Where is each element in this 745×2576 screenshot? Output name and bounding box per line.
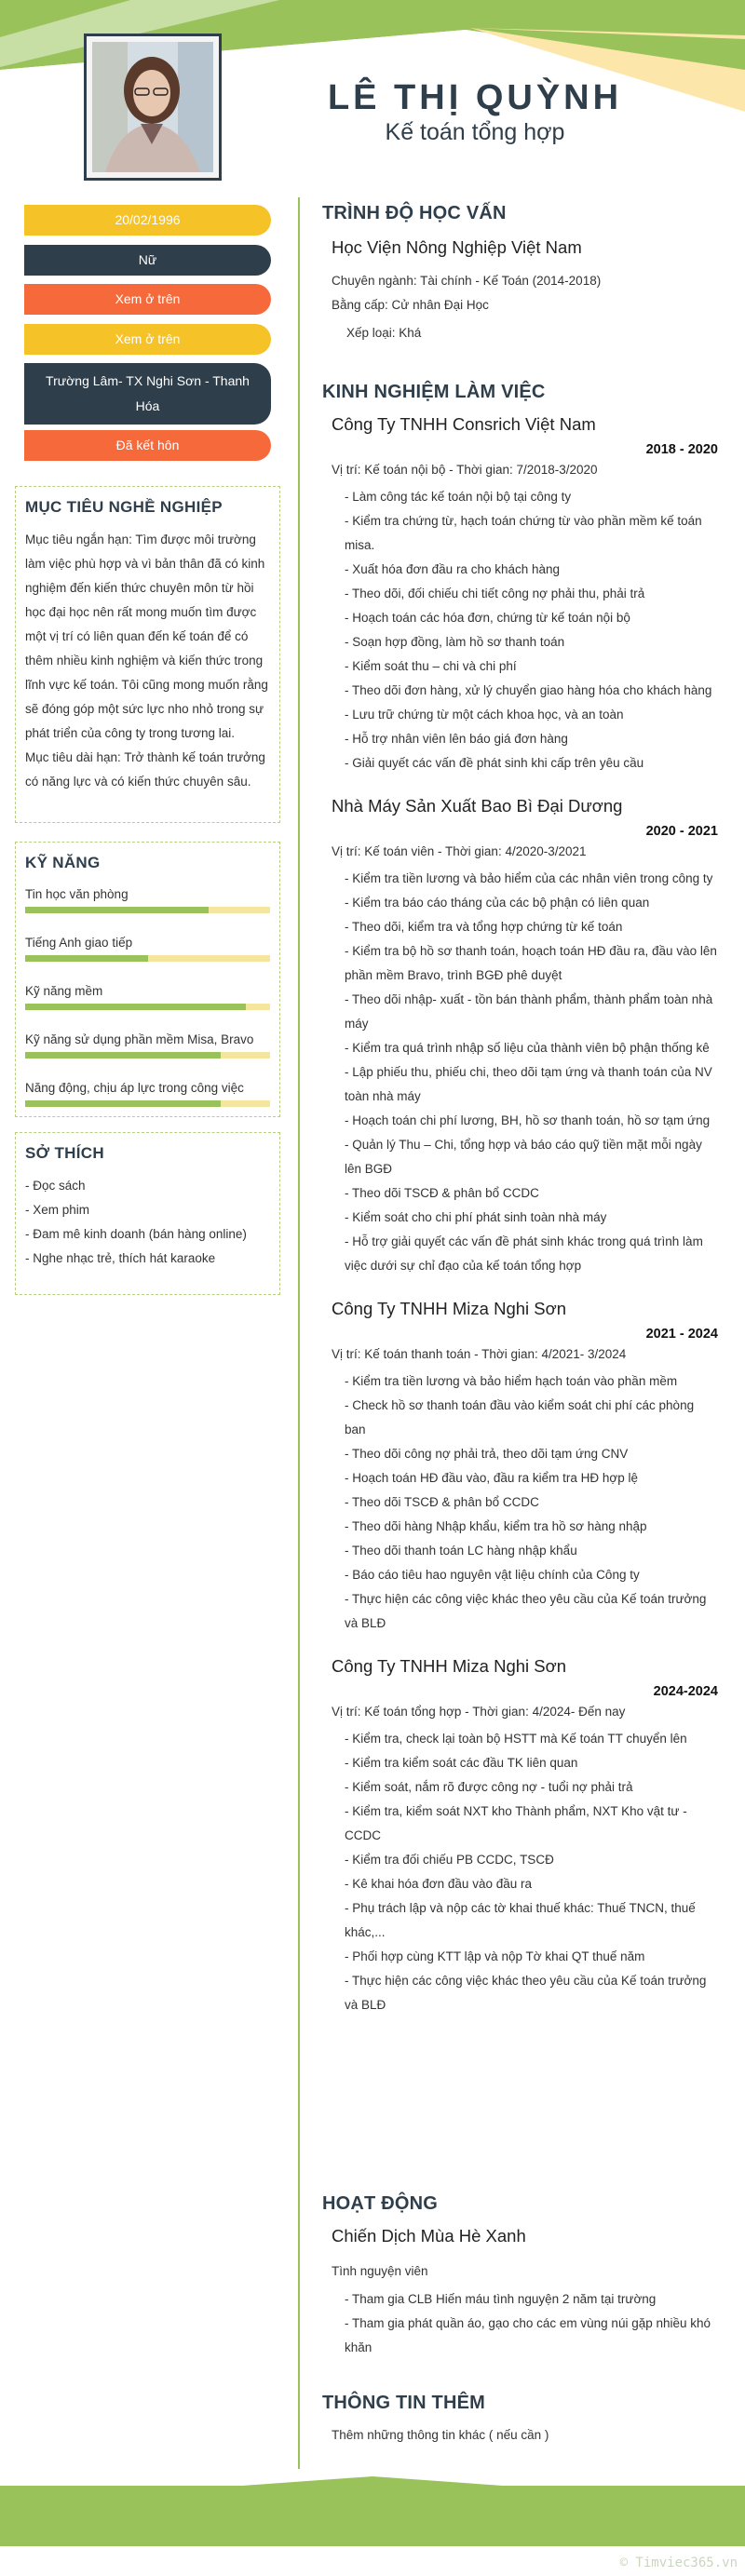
skill-bar [25,1100,270,1107]
objective-short-term: Mục tiêu ngắn hạn: Tìm được môi trường làm việc phù hợp và vì bản thân đã có kinh nghiệm đến kiến thức chuyên môn từ hồi học đại học nên rất mong muốn tìm được một vị trí có liên quan đến kế toán để có thêm nhiều kinh nghiệm và kiến thức trong lĩnh vực kế toán. Tôi cũng mong muốn rằng sẽ đóng góp một sức lực nho nhỏ trong sự phát triển của công ty trong tương lai. [25,533,268,740]
task-item: - Kiểm tra báo cáo tháng của các bộ phận có liên quan [345,896,650,910]
skill-item [25,1079,270,1107]
skill-bar [25,1052,270,1059]
birthdate-pill [24,205,271,236]
phone-value: Xem ở trên [115,291,181,307]
email-pill [24,324,271,355]
job-position: Vị trí: Kế toán tổng hợp - Thời gian: 4/2024- Đến nay [332,1705,626,1719]
task-item: - Làm công tác kế toán nội bộ tại công ty [345,490,572,504]
task-item: - Theo dõi công nợ phải trả, theo dõi tạm ứng CNV [345,1447,629,1461]
task-item: - Soạn hợp đồng, làm hồ sơ thanh toán [345,635,565,649]
gender-value: Nữ [138,252,157,268]
task-item: - Kiểm tra tiền lương và bảo hiểm của các nhân viên trong công ty [345,871,713,885]
job-company: Công Ty TNHH Consrich Việt Nam [332,414,596,434]
hobby-item: - Xem phim [25,1203,90,1217]
task-item: - Hoạch toán chi phí lương, BH, hồ sơ thanh toán, hồ sơ tạm ứng [345,1113,711,1127]
task-item: - Xuất hóa đơn đầu ra cho khách hàng [345,562,561,576]
hobby-item: - Đọc sách [25,1179,86,1193]
avatar-illustration [92,42,213,172]
task-item: - Kiểm tra, kiểm soát NXT kho Thành phẩm, NXT Kho vật tư - CCDC [345,1804,687,1842]
activities-section [322,2193,718,2360]
skill-name: Kỹ năng mềm [25,984,103,998]
skills-section [15,842,280,1117]
copyright-watermark: © Timviec365.vn [619,2556,738,2570]
email-value: Xem ở trên [115,331,181,347]
marital-pill [24,430,271,461]
skill-item [25,885,270,913]
task-item: - Kê khai hóa đơn đầu vào đầu ra [345,1877,532,1891]
education-rank: Xếp loại: Khá [346,326,422,340]
job-company: Nhà Máy Sản Xuất Bao Bì Đại Dương [332,796,623,816]
skill-item [25,982,270,1010]
address-value: Trường Lâm- TX Nghi Sơn - Thanh Hóa [46,373,250,413]
education-title: TRÌNH ĐỘ HỌC VẤN [322,203,507,223]
avatar [92,42,213,172]
skill-level [25,1052,221,1059]
skill-name: Năng động, chịu áp lực trong công việc [25,1081,244,1095]
task-item: - Hỗ trợ giải quyết các vấn đề phát sinh khác trong quá trình làm việc dưới sự chỉ đạo của kế toán tổng hợp [345,1234,703,1273]
hobby-item: - Đam mê kinh doanh (bán hàng online) [25,1227,247,1241]
education-major: Chuyên ngành: Tài chính - Kế Toán (2014-2018) [332,274,602,288]
skill-level [25,907,209,913]
candidate-name: LÊ THỊ QUỲNH [327,78,623,117]
activity-item: - Tham gia phát quần áo, gạo cho các em vùng núi gặp nhiều khó khăn [345,2316,711,2354]
other-info-title: THÔNG TIN THÊM [322,2393,486,2413]
task-item: - Phụ trách lập và nộp các tờ khai thuế khác: Thuế TNCN, thuế khác,... [345,1901,696,1939]
hobbies-section [15,1132,280,1295]
task-item: - Kiểm soát, nắm rõ được công nợ - tuổi nợ phải trả [345,1780,633,1794]
candidate-role: Kế toán tổng hợp [385,119,565,145]
job-period: 2021 - 2024 [645,1327,718,1342]
skill-level [25,1100,221,1107]
skill-item [25,934,270,962]
task-item: - Kiểm tra kiểm soát các đầu TK liên quan [345,1756,578,1770]
experience-section [322,382,718,2017]
task-item: - Thực hiện các công việc khác theo yêu cầu của Kế toán trưởng và BLĐ [345,1974,707,2012]
task-item: - Hoạch toán các hóa đơn, chứng từ kế toán nội bộ [345,611,630,625]
task-item: - Kiểm tra, check lại toàn bộ HSTT mà Kế toán TT chuyển lên [345,1732,687,1746]
skill-name: Tiếng Anh giao tiếp [25,936,133,950]
task-item: - Kiểm soát thu – chi và chi phí [345,659,517,673]
task-item: - Theo dõi thanh toán LC hàng nhập khẩu [345,1544,577,1558]
activity-item: - Tham gia CLB Hiến máu tình nguyện 2 năm tại trường [345,2292,657,2306]
task-item: - Lập phiếu thu, phiếu chi, theo dõi tạm ứng và thanh toán của NV toàn nhà máy [345,1065,712,1103]
experience-title: KINH NGHIỆM LÀM VIỆC [322,382,546,402]
task-item: - Theo dõi TSCĐ & phân bổ CCDC [345,1495,539,1509]
job-entry [322,796,718,1278]
phone-pill [24,284,271,315]
skill-bar [25,907,270,913]
skill-name: Kỹ năng sử dụng phần mềm Misa, Bravo [25,1032,254,1046]
task-item: - Quản lý Thu – Chi, tổng hợp và báo cáo quỹ tiền mặt mỗi ngày lên BGĐ [345,1138,702,1176]
task-item: - Kiểm tra quá trình nhập số liệu của thành viên bộ phận thống kê [345,1041,710,1055]
job-entry [322,1656,718,2017]
education-section [322,203,718,345]
skill-item [25,1031,270,1059]
task-item: - Kiểm tra chứng từ, hạch toán chứng từ vào phần mềm kế toán misa. [345,514,702,552]
skill-bar [25,955,270,962]
job-entry [322,1299,718,1636]
task-item: - Kiểm soát cho chi phí phát sinh toàn nhà máy [345,1210,607,1224]
job-tasks [345,1369,718,1636]
task-item: - Lưu trữ chứng từ một cách khoa học, và an toàn [345,708,624,722]
task-item: - Thực hiện các công việc khác theo yêu cầu của Kế toán trưởng và BLĐ [345,1592,707,1630]
task-item: - Kiểm tra bộ hồ sơ thanh toán, hoạch toán HĐ đầu ra, đầu vào lên phần mềm Bravo, trình BGĐ phê duyệt [345,944,717,982]
address-pill [24,363,271,425]
job-position: Vị trí: Kế toán nội bộ - Thời gian: 7/2018-3/2020 [332,463,598,477]
task-item: - Hoạch toán HĐ đầu vào, đầu ra kiểm tra HĐ hợp lệ [345,1471,639,1485]
job-tasks [345,867,718,1278]
job-period: 2024-2024 [653,1684,718,1699]
skill-level [25,955,148,962]
birthdate-value: 20/02/1996 [115,212,181,228]
objective-long-term: Mục tiêu dài hạn: Trở thành kế toán trưởng có năng lực và có kiến thức chuyên sâu. [25,750,265,789]
task-item: - Hỗ trợ nhân viên lên báo giá đơn hàng [345,732,568,746]
task-item: - Theo dõi nhập- xuất - tồn bán thành phẩm, thành phẩm toàn nhà máy [345,992,713,1031]
activity-org: Chiến Dịch Mùa Hè Xanh [332,2226,526,2246]
skill-bar [25,1004,270,1010]
task-item: - Kiểm tra đối chiếu PB CCDC, TSCĐ [345,1853,554,1867]
activity-items [345,2287,718,2360]
task-item: - Theo dõi, đối chiếu chi tiết công nợ phải thu, phải trả [345,587,645,600]
column-divider [298,197,300,2469]
job-tasks [345,485,718,775]
hobby-item: - Nghe nhạc trẻ, thích hát karaoke [25,1251,216,1265]
job-position: Vị trí: Kế toán viên - Thời gian: 4/2020-3/2021 [332,844,587,858]
task-item: - Kiểm tra tiền lương và bảo hiểm hạch toán vào phần mềm [345,1374,678,1388]
objective-title: MỤC TIÊU NGHỀ NGHIỆP [25,498,223,516]
profile-photo [84,34,222,181]
task-item: - Theo dõi TSCĐ & phân bổ CCDC [345,1186,539,1200]
other-info-text: Thêm những thông tin khác ( nếu cần ) [332,2428,549,2442]
other-info-section [322,2393,718,2448]
job-entry [322,414,718,775]
skills-title: KỸ NĂNG [25,854,101,871]
job-period: 2020 - 2021 [645,824,718,839]
task-item: - Theo dõi hàng Nhập khẩu, kiểm tra hồ sơ hàng nhập [345,1519,647,1533]
activities-title: HOẠT ĐỘNG [322,2193,439,2214]
task-item: - Phối hợp cùng KTT lập và nộp Tờ khai QT thuế năm [345,1949,645,1963]
activity-role: Tình nguyện viên [332,2264,428,2278]
education-degree: Bằng cấp: Cử nhân Đại Học [332,298,489,312]
job-period: 2018 - 2020 [645,442,718,457]
task-item: - Check hồ sơ thanh toán đầu vào kiểm soát chi phí các phòng ban [345,1398,695,1436]
job-position: Vị trí: Kế toán thanh toán - Thời gian: 4/2021- 3/2024 [332,1347,627,1361]
school-name: Học Viện Nông Nghiệp Việt Nam [332,237,582,257]
skill-name: Tin học văn phòng [25,887,129,901]
marital-value: Đã kết hôn [115,438,180,453]
job-tasks [345,1727,718,2017]
objective-section [15,486,280,823]
skill-level [25,1004,246,1010]
task-item: - Theo dõi đơn hàng, xử lý chuyển giao hàng hóa cho khách hàng [345,683,712,697]
job-company: Công Ty TNHH Miza Nghi Sơn [332,1656,567,1676]
task-item: - Theo dõi, kiểm tra và tổng hợp chứng từ kế toán [345,920,623,934]
hobbies-title: SỞ THÍCH [25,1144,104,1162]
task-item: - Giải quyết các vấn đề phát sinh khi cấp trên yêu cầu [345,756,644,770]
job-company: Công Ty TNHH Miza Nghi Sơn [332,1299,567,1318]
gender-pill [24,245,271,276]
task-item: - Báo cáo tiêu hao nguyên vật liệu chính của Công ty [345,1568,640,1582]
